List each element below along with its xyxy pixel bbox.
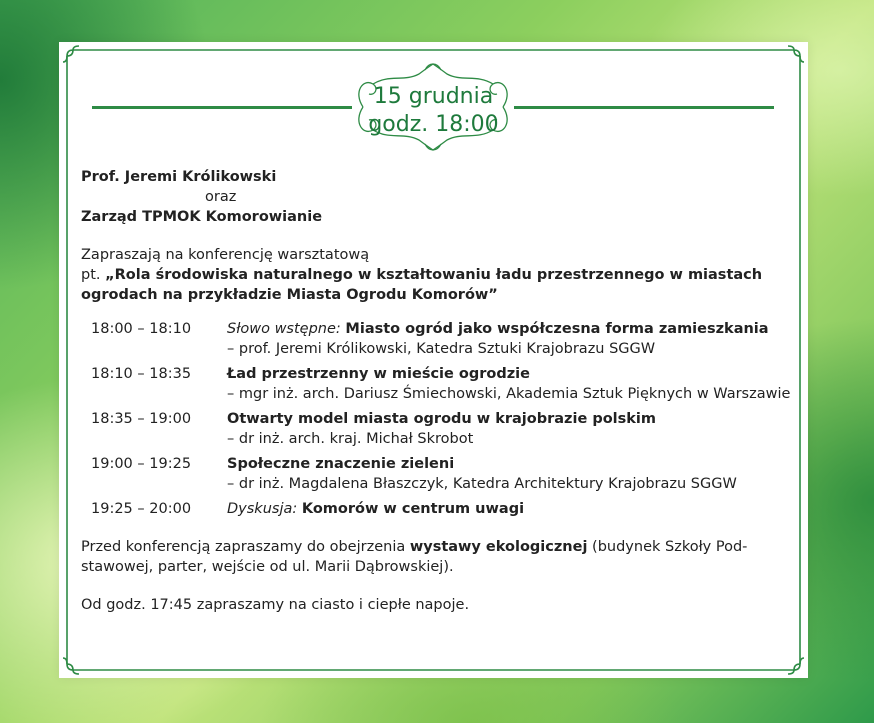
agenda-item xyxy=(81,319,791,359)
conference-title-line-2: ogrodach na przykładzie Miasta Ogrodu Komorów” xyxy=(81,287,498,303)
agenda-title: Społeczne znaczenie zieleni xyxy=(227,456,455,472)
agenda-speaker: – mgr inż. arch. Dariusz Śmiechowski, Akademia Sztuk Pięknych w Warszawie xyxy=(227,386,791,402)
agenda-speaker: – dr inż. arch. kraj. Michał Skrobot xyxy=(227,431,474,447)
agenda-item xyxy=(81,364,791,404)
agenda-title: Komorów w centrum uwagi xyxy=(301,501,525,517)
event-date: 15 grudnia xyxy=(373,84,494,109)
organizer-2: Zarząd TPMOK Komorowianie xyxy=(81,209,323,225)
exhibition-text-before: Przed konferencją zapraszamy do obejrzenia xyxy=(81,539,410,555)
agenda-lead: Dyskusja: xyxy=(227,501,298,517)
agenda-item xyxy=(81,499,791,519)
refreshments-note: Od godz. 17:45 zapraszamy na ciasto i ciepłe napoje. xyxy=(81,597,470,613)
agenda-title: Miasto ogród jako współczesna forma zamieszkania xyxy=(345,321,769,337)
organizer-conjunction: oraz xyxy=(205,189,237,205)
exhibition-note xyxy=(81,537,791,577)
exhibition-highlight: wystawy ekologicznej xyxy=(409,539,588,555)
conference-title-line-1 xyxy=(81,265,791,285)
agenda-time: 18:35 – 19:00 xyxy=(91,411,192,427)
agenda-speaker: – prof. Jeremi Królikowski, Katedra Sztuki Krajobrazu SGGW xyxy=(227,341,656,357)
organizer-1: Prof. Jeremi Królikowski xyxy=(81,169,277,185)
conference-title-text-1: „Rola środowiska naturalnego w kształtowaniu ładu przestrzennego w miastach xyxy=(105,267,763,283)
agenda-time: 19:25 – 20:00 xyxy=(91,501,192,517)
agenda-lead: Słowo wstępne: xyxy=(227,321,341,337)
agenda-time: 18:00 – 18:10 xyxy=(91,321,192,337)
invitation-card xyxy=(59,42,808,678)
exhibition-text-after: (budynek Szkoły Pod- xyxy=(587,539,748,555)
agenda-speaker: – dr inż. Magdalena Błaszczyk, Katedra Architektury Krajobrazu SGGW xyxy=(227,476,737,492)
invitation-intro: Zapraszają na konferencję warsztatową xyxy=(81,247,370,263)
event-time: godz. 18:00 xyxy=(368,112,499,137)
agenda-list xyxy=(81,319,791,519)
invitation-body xyxy=(81,167,791,615)
agenda-title: Ład przestrzenny w mieście ogrodzie xyxy=(227,366,530,382)
agenda-item xyxy=(81,454,791,494)
agenda-item xyxy=(81,409,791,449)
agenda-title: Otwarty model miasta ogrodu w krajobrazie polskim xyxy=(227,411,657,427)
agenda-time: 19:00 – 19:25 xyxy=(91,456,192,472)
conference-title-prefix: pt. xyxy=(81,267,106,283)
exhibition-text-line-2: stawowej, parter, wejście od ul. Marii Dąbrowskiej). xyxy=(81,559,454,575)
agenda-time: 18:10 – 18:35 xyxy=(91,366,192,382)
